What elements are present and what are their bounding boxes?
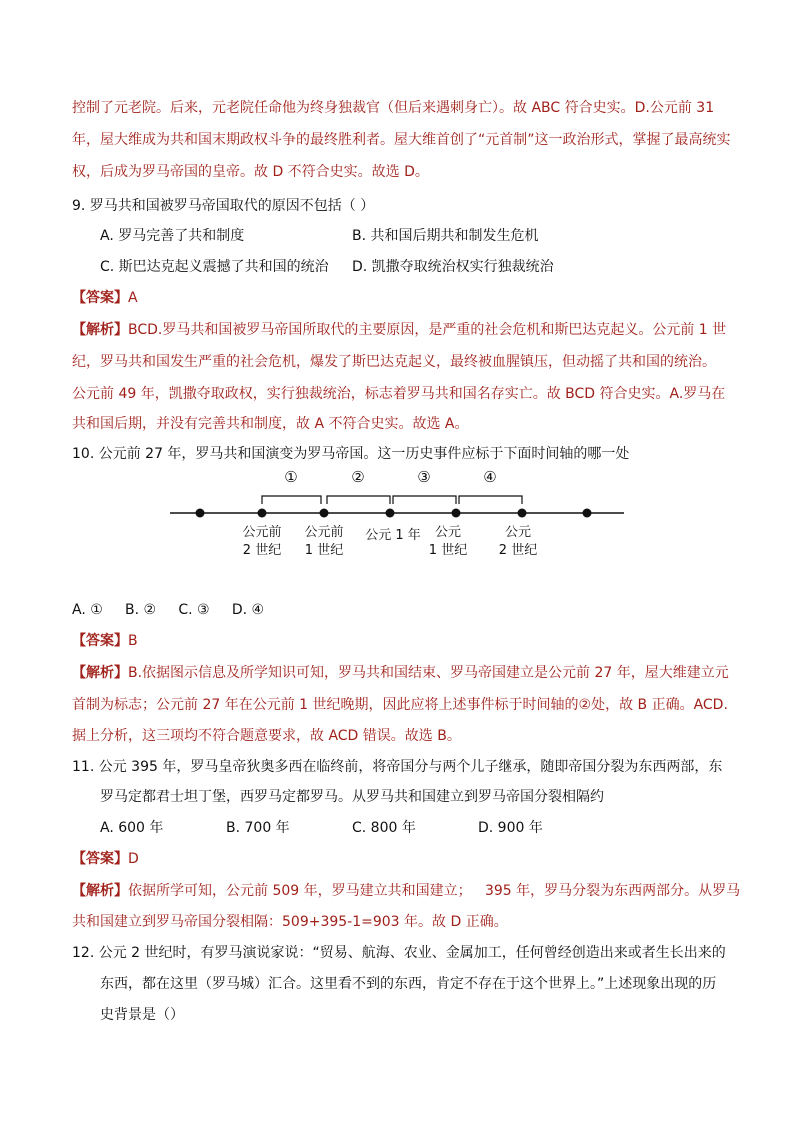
analysis-tag: 【解析】	[72, 665, 128, 681]
q10-analysis-line: 【解析】B.依据图示信息及所学知识可知，罗马共和国结束、罗马帝国建立是公元前 27 年，屋大维建立元	[72, 665, 729, 681]
q11-option-d: D. 900 年	[478, 820, 543, 836]
analysis-line: 控制了元老院。后来，元老院任命他为终身独裁官（但后来遇刺身亡）。故 ABC 符合史实。D.公元前 31	[72, 100, 715, 116]
q10-options: A. ① B. ② C. ③ D. ④	[72, 602, 265, 618]
tl-label: 公元前 2 世纪	[242, 525, 282, 558]
mark-1: ①	[284, 468, 298, 486]
answer-tag: 【答案】	[72, 851, 128, 867]
answer-tag: 【答案】	[72, 290, 128, 306]
answer-value: A	[128, 290, 138, 306]
q10-answer	[72, 631, 138, 651]
answer-value: D	[128, 851, 139, 867]
timeline-dot	[258, 509, 267, 518]
q11-option-a: A. 600 年	[100, 820, 164, 836]
q11-analysis-line: 共和国建立到罗马帝国分裂相隔：509+395-1=903 年。故 D 正确。	[72, 914, 508, 930]
bracket-1	[262, 496, 321, 504]
timeline-dot	[583, 509, 592, 518]
bracket-4	[459, 496, 522, 504]
bracket-2	[327, 496, 390, 504]
mark-3: ③	[417, 468, 431, 486]
tl-label: 公元前 1 世纪	[304, 525, 344, 558]
q11-analysis-line: 【解析】依据所学可知，公元前 509 年，罗马建立共和国建立； 395 年，罗马分裂为东西两部分。从罗马	[72, 883, 741, 899]
question-12-stem: 史背景是（）	[100, 1007, 184, 1023]
question-11-stem: 11. 公元 395 年，罗马皇帝狄奥多西在临终前，将帝国分与两个儿子继承，随即帝国分裂为东西两部，东	[72, 759, 723, 775]
question-11-stem: 罗马定都君士坦丁堡，西罗马定都罗马。从罗马共和国建立到罗马帝国分裂相隔约	[100, 789, 604, 805]
mark-4: ④	[483, 468, 497, 486]
q11-answer	[72, 849, 139, 869]
question-12-stem: 东西，都在这里（罗马城）汇合。这里看不到的东西，肯定不存在于这个世界上。”上述现象出现的历	[100, 976, 717, 992]
analysis-tag: 【解析】	[72, 883, 128, 899]
question-9-stem: 9. 罗马共和国被罗马帝国取代的原因不包括（ ）	[72, 198, 375, 214]
q9-option-c: C. 斯巴达克起义震撼了共和国的统治	[100, 259, 329, 275]
q9-analysis-line: 共和国后期，并没有完善共和制度，故 A 不符合史实。故选 A。	[72, 416, 469, 432]
analysis-tag: 【解析】	[72, 322, 128, 338]
analysis-line: 权，后成为罗马帝国的皇帝。故 D 不符合史实。故选 D。	[72, 164, 429, 180]
q10-analysis-line: 据上分析，这三项均不符合题意要求，故 ACD 错误。故选 B。	[72, 728, 461, 744]
tl-label: 公元 1 年	[365, 528, 421, 543]
q9-option-a: A. 罗马完善了共和制度	[100, 228, 245, 244]
q9-option-b: B. 共和国后期共和制发生危机	[352, 228, 539, 244]
tl-label: 公元 2 世纪	[498, 525, 538, 558]
q9-analysis-line: 纪，罗马共和国发生严重的社会危机，爆发了斯巴达克起义，最终被血腥镇压，但动摇了共和国的统治。	[72, 354, 716, 370]
mark-2: ②	[351, 468, 365, 486]
question-10-stem: 10. 公元前 27 年，罗马共和国演变为罗马帝国。这一历史事件应标于下面时间轴的哪一处	[72, 446, 630, 462]
q10-analysis-line: 首制为标志；公元前 27 年在公元前 1 世纪晚期，因此应将上述事件标于时间轴的②处，故 B 正确。ACD.	[72, 697, 728, 713]
analysis-line: 年，屋大维成为共和国末期政权斗争的最终胜利者。屋大维首创了“元首制”这一政治形式，掌握了最高统实	[72, 132, 731, 148]
question-12-stem: 12. 公元 2 世纪时，有罗马演说家说：“贸易、航海、农业、金属加工，任何曾经创造出来或者生长出来的	[72, 945, 726, 961]
q11-option-c: C. 800 年	[352, 820, 416, 836]
bracket-3	[393, 496, 456, 504]
tl-label: 公元 1 世纪	[428, 525, 468, 558]
timeline-dot	[196, 509, 205, 518]
timeline-dot	[386, 509, 395, 518]
q9-analysis-line: 公元前 49 年，凯撒夺取政权，实行独裁统治，标志着罗马共和国名存实亡。故 BCD 符合史实。A.罗马在	[72, 386, 726, 402]
answer-tag: 【答案】	[72, 633, 128, 649]
q9-option-d: D. 凯撒夺取统治权实行独裁统治	[352, 259, 554, 275]
answer-value: B	[128, 633, 138, 649]
q9-answer	[72, 288, 138, 308]
q9-analysis-line: 【解析】BCD.罗马共和国被罗马帝国所取代的主要原因，是严重的社会危机和斯巴达克起义。公元前 1 世	[72, 322, 727, 338]
q11-option-b: B. 700 年	[226, 820, 290, 836]
timeline-diagram	[0, 460, 794, 570]
timeline-dot	[518, 509, 527, 518]
timeline-dot	[320, 509, 329, 518]
timeline-dot	[452, 509, 461, 518]
